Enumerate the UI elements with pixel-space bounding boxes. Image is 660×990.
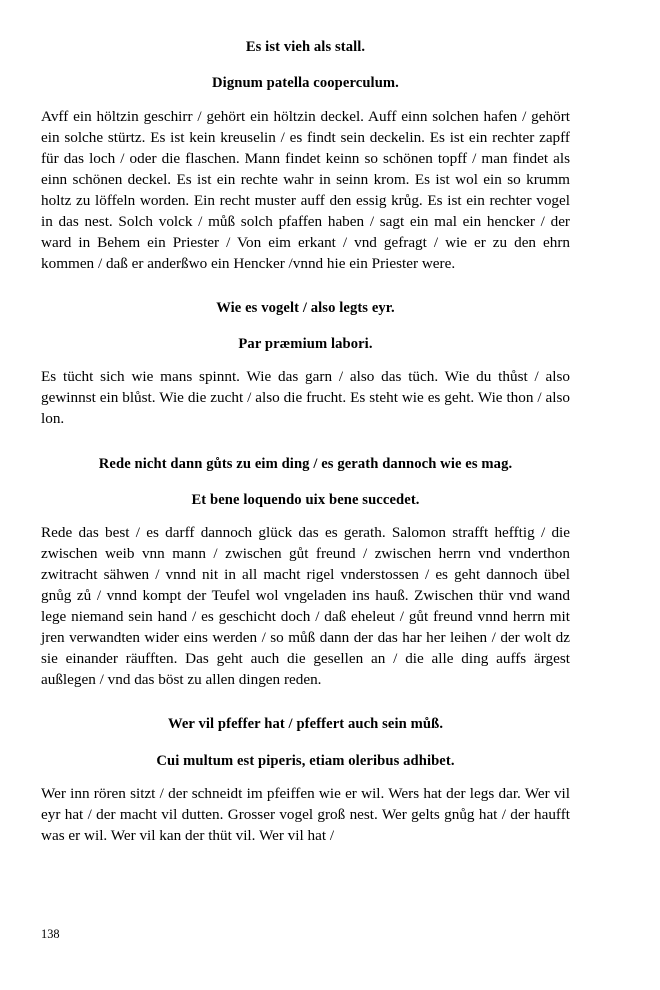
section-heading-latin: Cui multum est piperis, etiam oleribus adhibet. xyxy=(156,752,455,769)
proverb-section-1 xyxy=(41,38,570,274)
section-heading-latin: Par præmium labori. xyxy=(238,336,373,353)
section-heading-vernacular: Wer vil pfeffer hat / pfeffert auch sein můß. xyxy=(167,716,444,733)
section-heading-vernacular: Rede nicht dann gůts zu eim ding / es gerath dannoch wie es mag. xyxy=(98,455,513,472)
section-heading-vernacular: Wie es vogelt / also legts eyr. xyxy=(216,299,395,316)
section-body-paragraph: Wer inn rören sitzt / der schneidt im pfeiffen wie er wil. Wers hat der legs dar. Wer vil eyr hat / der macht vil dutten. Grosser vogel groß nest. Wer gelts gnůg hat / der haufft was er wil. Wer vil kan der thüt vil. Wer vil hat / xyxy=(41,784,570,844)
proverb-section-3 xyxy=(41,455,570,691)
proverb-section-2 xyxy=(41,299,570,430)
section-heading-latin: Dignum patella cooperculum. xyxy=(212,75,399,92)
page-number: 138 xyxy=(41,927,60,941)
section-heading-latin: Et bene loquendo uix bene succedet. xyxy=(191,491,420,508)
section-body-paragraph: Avff ein höltzin geschirr / gehört ein höltzin deckel. Auff einn solchen hafen / gehört ein solche stürtz. Es ist kein kreuselin / es findt sein deckelin. Es ist ein rechter zapff für das loch / oder die flaschen. Mann findet keinn so schönen topff / man findet als einn schönen deckel. Es ist ein rechte wahr in seinn krom. Es ist wol ein so krumm holtz zu löffeln worden. Ein recht muster auff den essig krůg. Es ist ein rechter vogel in das nest. Solch volck / můß solch pfaffen haben / sagt ein mal ein hencker / der ward in Behem ein Priester / Von eim erkant / vnd gefragt / wie er zu den ehrn kommen / daß er anderßwo ein Hencker /vnnd hie ein Priester were. xyxy=(41,107,570,272)
section-heading-vernacular: Es ist vieh als stall. xyxy=(245,39,366,55)
proverb-section-4 xyxy=(41,715,570,846)
page-text-block xyxy=(41,38,570,846)
section-body-paragraph: Rede das best / es darff dannoch glück das es gerath. Salomon strafft hefftig / die zwischen weib vnn mann / zwischen gůt freund / zwischen herrn vnd vnderthon zwitracht sähwen / vnnd nit in all macht rigel vnderstossen / es geht dannoch übel gnůg zů / vnnd kompt der Teufel wol vngeladen ins hauß. Zwischen thür vnd wand lege niemand sein hand / es geschicht doch / daß eheleut / gůt freund vnnd herrn mit jren verwandten wider eins werden / so můß dann der das har her leihen / der wolt dz sie einander räufften. Das geht auch die gesellen an / die alle ding auffs ärgest außlegen / vnd das böst zu allen dingen reden. xyxy=(41,524,570,689)
section-body-paragraph: Es tücht sich wie mans spinnt. Wie das garn / also das tüch. Wie du thůst / also gewinnst ein blůst. Wie die zucht / also die frucht. Es steht wie es geht. Wie thon / also lon. xyxy=(41,368,570,428)
